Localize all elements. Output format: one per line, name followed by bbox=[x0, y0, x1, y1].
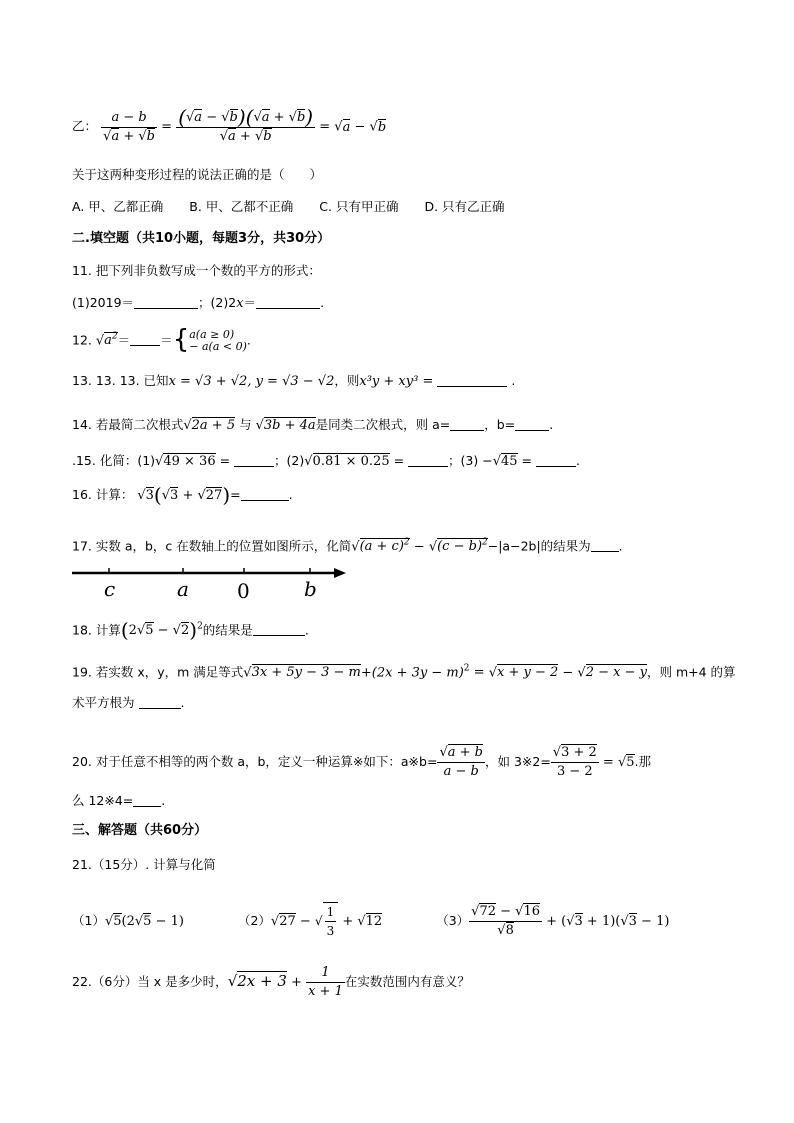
q20-fraction-def: $\frac{√a + b}{a - b}$ bbox=[439, 745, 483, 779]
q20-fraction-example: $\frac{√3 + 2}{3 - 2}$ bbox=[552, 745, 597, 779]
q12-line: 12. $√a^2=$ ＝{ a(a ≥ 0) − a(a < 0) . bbox=[72, 324, 251, 355]
axis-label-c: c bbox=[104, 577, 116, 601]
option-a: A. 甲、乙都正确 bbox=[72, 199, 164, 214]
q22-fraction: $\frac{1}{x + 1}$ bbox=[308, 965, 343, 999]
q13-line: 13. 13. 13. 已知x = √3 + √2, y = √3 − √2，则x³y + xy³ = . bbox=[72, 373, 516, 389]
q12-blank[interactable] bbox=[130, 332, 160, 346]
q16-line: 16. 计算： √3(√3 + √27)= . bbox=[72, 483, 293, 507]
q21-part-3: （3） $\frac{√72 - √16}{√8}$ + (√3 + 1)(√3 − 1) bbox=[436, 903, 670, 938]
q13-blank[interactable] bbox=[437, 373, 507, 387]
yi-fraction-1: $\frac{a - b}{√a + √b}$ bbox=[103, 109, 155, 144]
q11-blank-2[interactable] bbox=[256, 295, 320, 309]
yi-label: 乙： bbox=[72, 118, 98, 134]
yi-line: 乙： $\frac{a - b}{√a + √b}$ = $\frac{(√a - √b)(√a + √b)}{√a + √b}$ = √a − √b bbox=[72, 105, 387, 144]
q10-question: 关于这两种变形过程的说法正确的是（ ） bbox=[72, 167, 323, 182]
q17-line: 17. 实数 a，b，c 在数轴上的位置如图所示，化简$√(a + c)^2 - √(c - b)^2-|a-2b|$的结果为 . bbox=[72, 538, 623, 555]
q11-blank-1[interactable] bbox=[134, 295, 198, 309]
q20-blank[interactable] bbox=[133, 793, 161, 807]
section-3-title: 三、解答题（共60分） bbox=[72, 823, 208, 838]
q20-line: 20. 对于任意不相等的两个数 a，b，定义一种运算※如下：a※b= $\frac{√a + b}{a - b}$ ，如 3※2= $\frac{√3 + 2}{3 - 2}$ = √5.那 bbox=[72, 745, 652, 779]
q18-line: 18. 计算$(2√5 - √2)^2$的结果是 . bbox=[72, 618, 309, 643]
q15-blank-2[interactable] bbox=[408, 453, 448, 467]
q14-blank-b[interactable] bbox=[515, 417, 549, 431]
axis-label-b: b bbox=[304, 577, 317, 601]
q16-blank[interactable] bbox=[241, 487, 289, 501]
q11-parts: (1)2019＝ ；(2)2x＝ . bbox=[72, 295, 325, 311]
q19-line-2: 术平方根为 . bbox=[72, 695, 185, 710]
q11-text: 11. 把下列非负数写成一个数的平方的形式： bbox=[72, 263, 321, 278]
axis-label-a: a bbox=[177, 577, 189, 601]
q17-blank[interactable] bbox=[591, 538, 619, 552]
q19-blank[interactable] bbox=[139, 695, 181, 709]
q18-blank[interactable] bbox=[253, 622, 305, 636]
option-d: D. 只有乙正确 bbox=[424, 199, 505, 214]
q15-line: .15. 化简：(1)√49 × 36 = ；(2)√0.81 × 0.25 = ；(3) −√45 = . bbox=[72, 453, 580, 469]
yi-fraction-2: $\frac{(√a - √b)(√a + √b)}{√a + √b}$ bbox=[178, 105, 314, 144]
q15-blank-3[interactable] bbox=[536, 453, 576, 467]
section-2-title: 二.填空题（共10小题，每题3分，共30分） bbox=[72, 231, 331, 246]
q21-parts bbox=[72, 902, 669, 940]
q14-line: 14. 若最简二次根式√2a + 5 与 √3b + 4a是同类二次根式，则 a= ，b= . bbox=[72, 417, 554, 433]
option-b: B. 甲、乙都不正确 bbox=[189, 199, 294, 214]
axis-label-0: 0 bbox=[237, 579, 250, 602]
q14-blank-a[interactable] bbox=[450, 417, 484, 431]
q10-options bbox=[72, 198, 527, 216]
q21-part-2: （2）√27 − √ $\frac{1}{3}$ + √12 bbox=[238, 913, 382, 928]
q22-line: 22.（6分）当 x 是多少时，√2x + 3 + $\frac{1}{x + 1}$ 在实数范围内有意义？ bbox=[72, 965, 470, 999]
axis-arrow bbox=[334, 568, 346, 578]
q19-line: 19. 若实数 x，y，m 满足等式$√3x + 5y - 3 - m+(2x + 3y - m)^2 = √x + y - 2 - √2 - x - y$，则 m+4 的算 bbox=[72, 664, 736, 681]
q15-blank-1[interactable] bbox=[234, 453, 274, 467]
option-c: C. 只有甲正确 bbox=[319, 199, 399, 214]
q21-part-1: （1）√5(2√5 − 1) bbox=[72, 912, 184, 929]
q20-line-2: 么 12※4= . bbox=[72, 793, 166, 808]
q21-text: 21.（15分）. 计算与化简 bbox=[72, 857, 216, 872]
number-line bbox=[70, 560, 360, 602]
